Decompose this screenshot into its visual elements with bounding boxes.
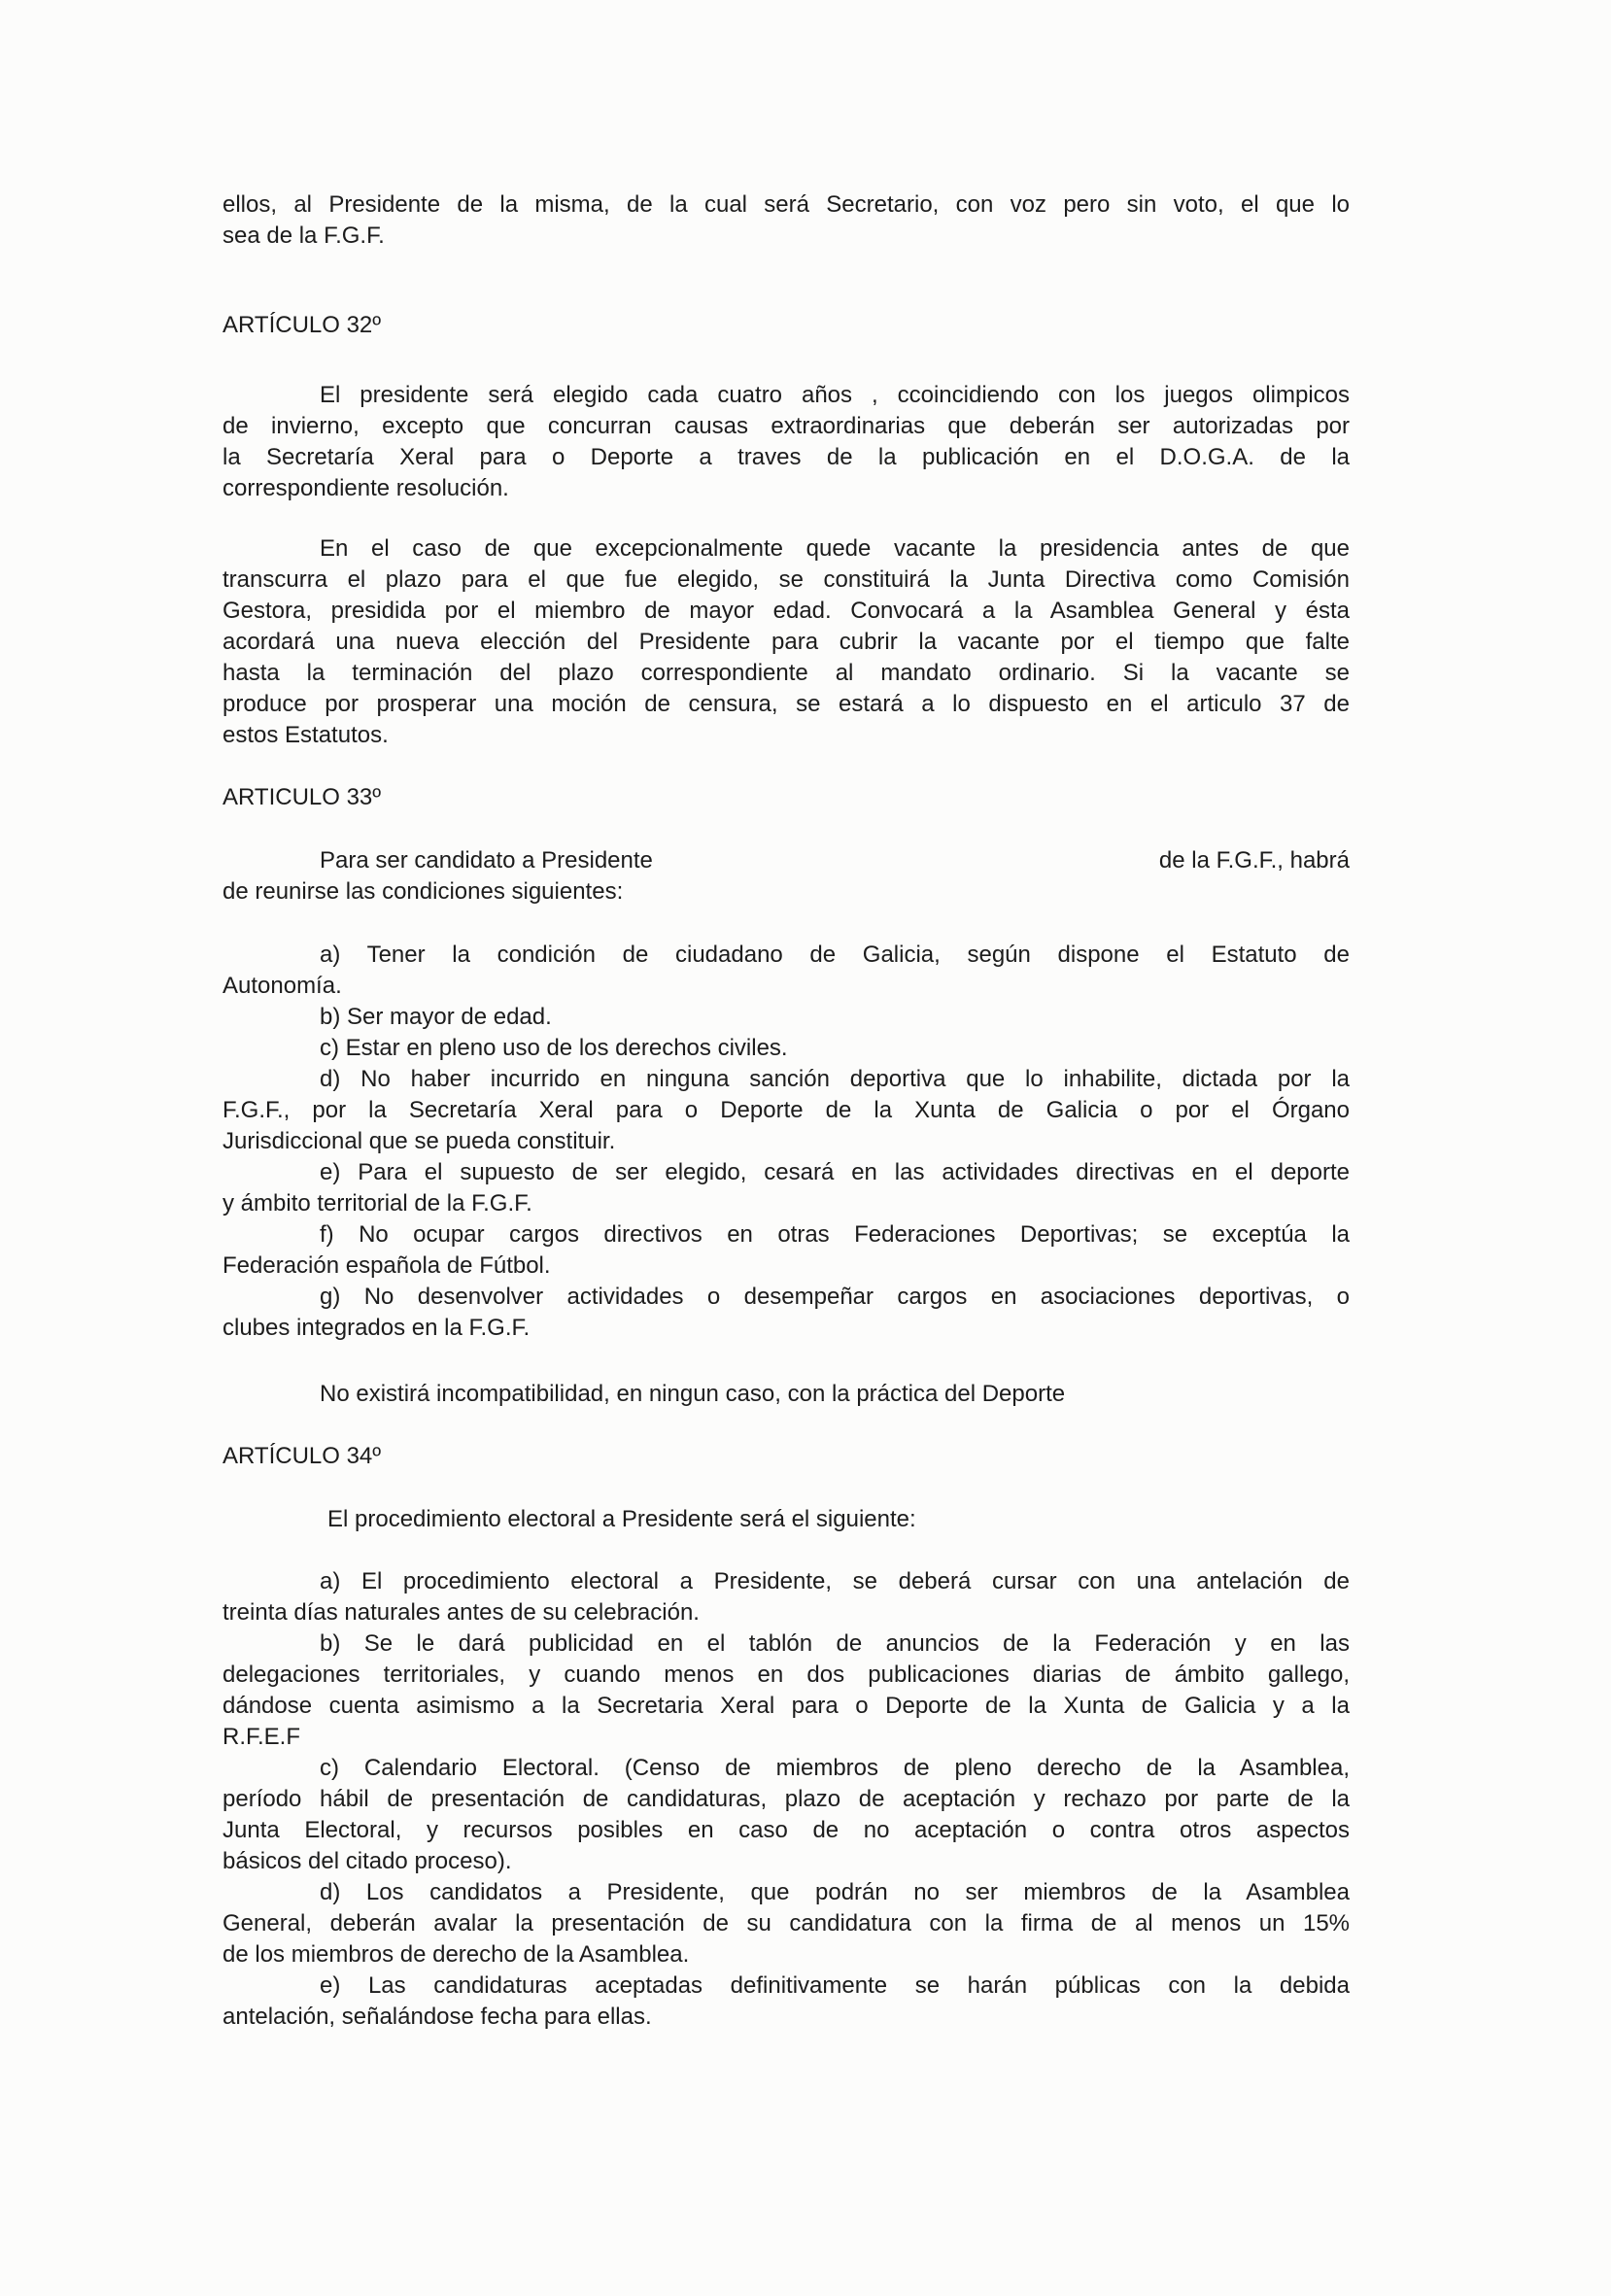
article-heading: ARTICULO 33º bbox=[223, 784, 382, 810]
article-33-heading bbox=[223, 782, 1350, 813]
list-item-line: delegaciones territoriales, y cuando menos en dos publicaciones diarias de ámbito gallego, bbox=[223, 1662, 1350, 1688]
list-item-line: General, deberán avalar la presentación de su candidatura con la firma de al menos un 15% bbox=[223, 1910, 1350, 1936]
text-line: la Secretaría Xeral para o Deporte a traves de la publicación en el D.O.G.A. de la bbox=[223, 444, 1350, 470]
article-32-paragraph-1 bbox=[223, 380, 1350, 504]
list-item-line: d) No haber incurrido en ninguna sanción deportiva que lo inhabilite, dictada por la bbox=[320, 1066, 1350, 1092]
text-line bbox=[223, 845, 1350, 876]
article-34-heading bbox=[223, 1441, 1350, 1472]
list-item-line: R.F.E.F bbox=[223, 1724, 301, 1750]
article-34-procedure-list bbox=[223, 1566, 1350, 2033]
text-line: de invierno, excepto que concurran causas extraordinarias que deberán ser autorizadas por bbox=[223, 413, 1350, 439]
text-line: estos Estatutos. bbox=[223, 722, 389, 748]
list-item-line: d) Los candidatos a Presidente, que podrán no ser miembros de la Asamblea bbox=[320, 1879, 1350, 1905]
list-item-line: g) No desenvolver actividades o desempeñar cargos en asociaciones deportivas, o bbox=[320, 1284, 1350, 1310]
list-item-line: Junta Electoral, y recursos posibles en caso de no aceptación o contra otros aspectos bbox=[223, 1817, 1350, 1843]
list-item-line: F.G.F., por la Secretaría Xeral para o Deporte de la Xunta de Galicia o por el Órgano bbox=[223, 1097, 1350, 1123]
article-heading: ARTÍCULO 34º bbox=[223, 1443, 382, 1469]
article-33-note bbox=[223, 1379, 1350, 1410]
list-item-line: dándose cuenta asimismo a la Secretaria Xeral para o Deporte de la Xunta de Galicia y a la bbox=[223, 1693, 1350, 1719]
text-fragment: de la F.G.F., habrá bbox=[1158, 847, 1350, 874]
list-item-line: a) Tener la condición de ciudadano de Galicia, según dispone el Estatuto de bbox=[320, 942, 1350, 968]
list-item-line: clubes integrados en la F.G.F. bbox=[223, 1315, 531, 1341]
list-item-line: antelación, señalándose fecha para ellas. bbox=[223, 2004, 652, 2030]
list-item-line: y ámbito territorial de la F.G.F. bbox=[223, 1190, 532, 1217]
article-33-intro bbox=[223, 845, 1350, 908]
list-item-line: c) Calendario Electoral. (Censo de miembros de pleno derecho de la Asamblea, bbox=[320, 1755, 1350, 1781]
list-item-line: Autonomía. bbox=[223, 973, 342, 999]
list-item-line: c) Estar en pleno uso de los derechos civiles. bbox=[320, 1035, 788, 1061]
list-item-line: treinta días naturales antes de su celebración. bbox=[223, 1599, 700, 1626]
text-line: acordará una nueva elección del Presidente para cubrir la vacante por el tiempo que falte bbox=[223, 629, 1350, 655]
text-line: En el caso de que excepcionalmente quede vacante la presidencia antes de que bbox=[320, 535, 1350, 562]
closing-paragraph bbox=[223, 189, 1350, 252]
list-item-line: b) Se le dará publicidad en el tablón de anuncios de la Federación y en las bbox=[320, 1630, 1350, 1657]
text-line: sea de la F.G.F. bbox=[223, 223, 385, 249]
list-item-line: de los miembros de derecho de la Asamblea. bbox=[223, 1941, 690, 1968]
text-line: El procedimiento electoral a Presidente será el siguiente: bbox=[327, 1506, 916, 1532]
article-34-intro bbox=[223, 1504, 1350, 1535]
article-32-paragraph-2 bbox=[223, 533, 1350, 751]
text-line: transcurra el plazo para el que fue elegido, se constituirá la Junta Directiva como Comisión bbox=[223, 566, 1350, 593]
list-item-line: e) Las candidaturas aceptadas definitivamente se harán públicas con la debida bbox=[320, 1972, 1350, 1999]
text-line: de reunirse las condiciones siguientes: bbox=[223, 878, 624, 905]
list-item-line: a) El procedimiento electoral a Presidente, se deberá cursar con una antelación de bbox=[320, 1568, 1350, 1594]
text-line: produce por prosperar una moción de censura, se estará a lo dispuesto en el articulo 37 de bbox=[223, 691, 1350, 717]
text-line: ellos, al Presidente de la misma, de la cual será Secretario, con voz pero sin voto, el que lo bbox=[223, 191, 1350, 218]
list-item-line: e) Para el supuesto de ser elegido, cesará en las actividades directivas en el deporte bbox=[320, 1159, 1350, 1185]
list-item-line: b) Ser mayor de edad. bbox=[320, 1004, 552, 1030]
list-item-line: Federación española de Fútbol. bbox=[223, 1252, 551, 1279]
text-line: Gestora, presidida por el miembro de mayor edad. Convocará a la Asamblea General y ésta bbox=[223, 598, 1350, 624]
article-32-heading bbox=[223, 310, 1350, 341]
text-line: correspondiente resolución. bbox=[223, 475, 509, 501]
article-33-conditions-list bbox=[223, 940, 1350, 1344]
list-item-line: básicos del citado proceso). bbox=[223, 1848, 512, 1874]
list-item-line: f) No ocupar cargos directivos en otras Federaciones Deportivas; se exceptúa la bbox=[320, 1221, 1350, 1248]
text-line: No existirá incompatibilidad, en ningun caso, con la práctica del Deporte bbox=[320, 1381, 1066, 1407]
article-heading: ARTÍCULO 32º bbox=[223, 312, 382, 338]
text-line: hasta la terminación del plazo correspondiente al mandato ordinario. Si la vacante se bbox=[223, 660, 1350, 686]
list-item-line: Jurisdiccional que se pueda constituir. bbox=[223, 1128, 616, 1154]
text-fragment: Para ser candidato a Presidente bbox=[320, 847, 653, 874]
text-line: El presidente será elegido cada cuatro años , ccoincidiendo con los juegos olimpicos bbox=[320, 382, 1350, 408]
list-item-line: período hábil de presentación de candidaturas, plazo de aceptación y rechazo por parte de la bbox=[223, 1786, 1350, 1812]
